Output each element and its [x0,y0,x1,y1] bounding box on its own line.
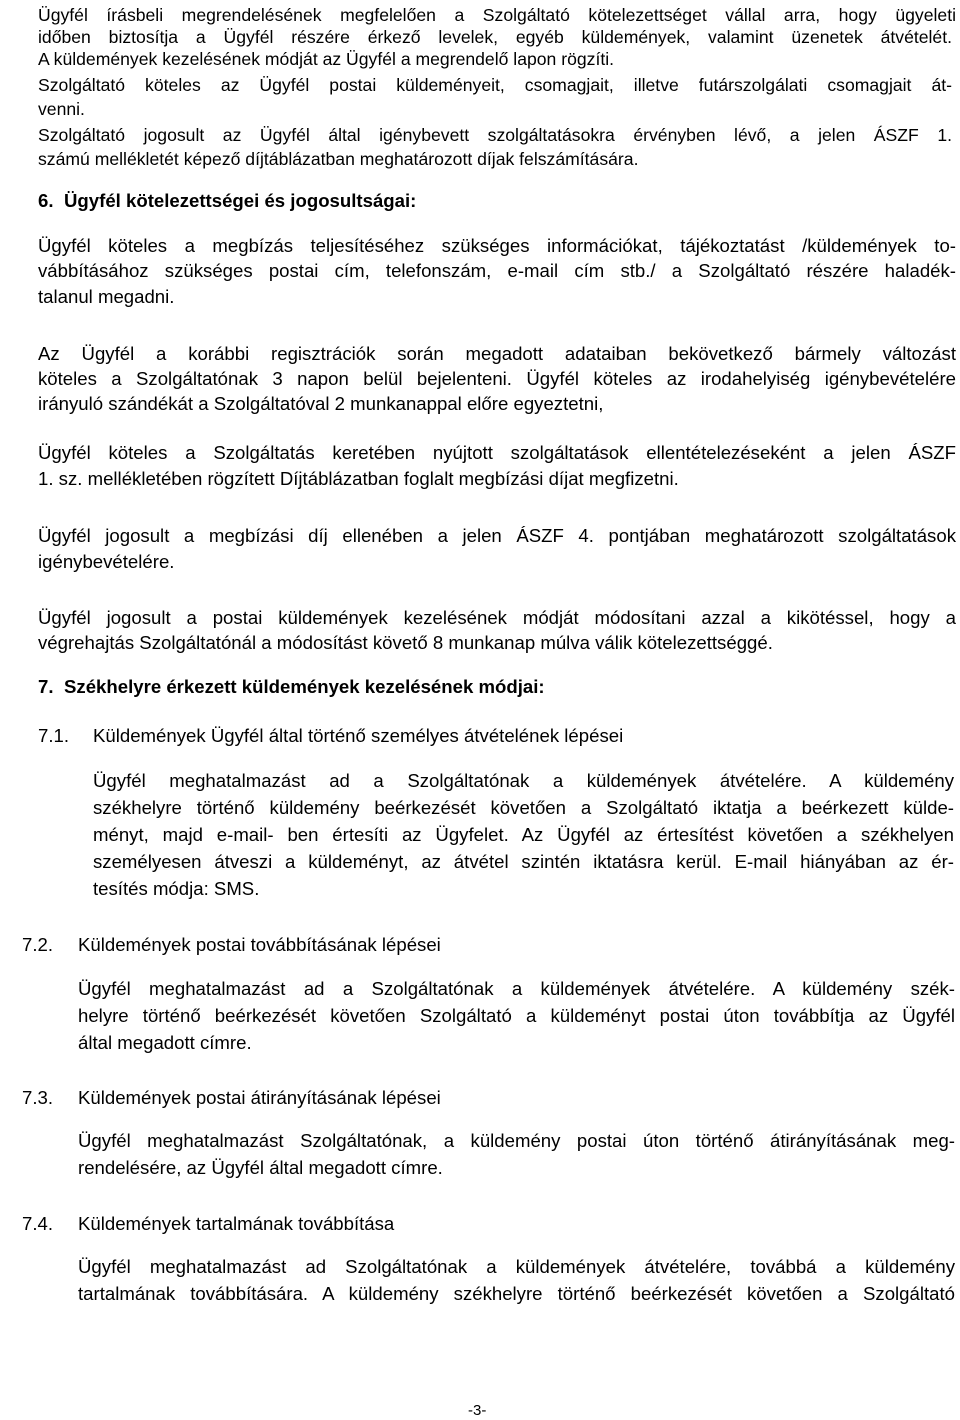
section-6-paragraph-line: köteles a Szolgáltatónak 3 napon belül bejelenteni. Ügyfél köteles az irodahelyiség igénybevételére [38,368,956,389]
subsection-title: Küldemények tartalmának továbbítása [78,1213,395,1234]
section-6-paragraph-line: 1. sz. mellékletében rögzített Díjtáblázatban foglalt megbízási díjat megfizetni. [38,468,679,489]
subsection-line: tartalmának továbbítására. A küldemény székhelyre történő beérkezését követően a Szolgáltató [78,1283,955,1304]
intro-line: venni. [38,99,85,119]
subsection-line: Ügyfél meghatalmazást ad a Szolgáltatónak a küldemények átvételére. A küldemény szék- [78,978,955,999]
section-6-paragraph-line: Ügyfél köteles a Szolgáltatás keretében nyújtott szolgáltatások ellentételezéseként a jelen ÁSZF [38,442,956,463]
subsection-line: helyre történő beérkezését követően Szolgáltató a küldeményt postai úton továbbítja az Ügyfél [78,1005,955,1026]
section-6-paragraph-line: vábbításához szükséges postai cím, telefonszám, e-mail cím stb./ a Szolgáltató részére haladék- [38,260,956,281]
subsection-line: rendelésére, az Ügyfél által megadott címre. [78,1157,443,1178]
subsection-line: személyesen átveszi a küldeményt, az átvétel szintén iktatásra kerül. E-mail hiányában az ér- [93,851,954,872]
section-6-paragraph-line: Az Ügyfél a korábbi regisztrációk során megadott adataiban bekövetkező bármely változást [38,343,956,364]
section-6-paragraph-line: igénybevételére. [38,551,175,572]
subsection-title: Küldemények postai továbbításának lépései [78,934,441,955]
section-6-paragraph-line: irányuló szándékát a Szolgáltatóval 2 munkanappal előre egyeztetni, [38,393,604,414]
intro-line: időben biztosítja a Ügyfél részére érkező levelek, egyéb küldemények, valamint üzenetek átvételét. [38,27,952,47]
section-7-title: Székhelyre érkezett küldemények kezelésének módjai: [64,676,545,697]
section-6-paragraph-line: végrehajtás Szolgáltatónál a módosítást követő 8 munkanap múlva válik kötelezettséggé. [38,632,773,653]
subsection-line: által megadott címre. [78,1032,252,1053]
subsection-number: 7.4. [22,1213,54,1234]
subsection-number: 7.3. [22,1087,54,1108]
intro-line: Ügyfél írásbeli megrendelésének megfelelően a Szolgáltató kötelezettséget vállal arra, hogy ügyeleti [38,5,956,25]
subsection-title: Küldemények Ügyfél által történő személyes átvételének lépései [93,725,624,746]
intro-line: Szolgáltató jogosult az Ügyfél által igénybevett szolgáltatásokra érvényben lévő, a jelen ÁSZF 1. [38,125,952,145]
subsection-line: ményt, majd e-mail- ben értesíti az Ügyfelet. Az Ügyfél az értesítést követően a székhelyen [93,824,954,845]
intro-line: A küldemények kezelésének módját az Ügyfél a megrendelő lapon rögzíti. [38,49,615,69]
subsection-number: 7.1. [38,725,70,746]
subsection-line: székhelyre történő küldemény beérkezését követően a Szolgáltató iktatja a beérkezett külde- [93,797,954,818]
subsection-line: Ügyfél meghatalmazást ad a Szolgáltatónak a küldemények átvételére. A küldemény [93,770,954,791]
page-number: -3- [468,1402,487,1419]
section-6-paragraph-line: Ügyfél jogosult a postai küldemények kezelésének módját módosítani azzal a kikötéssel, hogy a [38,607,956,628]
section-6-title: Ügyfél kötelezettségei és jogosultságai: [64,190,417,211]
intro-line: Szolgáltató köteles az Ügyfél postai küldeményeit, csomagjait, illetve futárszolgálati csomagjait át- [38,75,952,95]
subsection-line: Ügyfél meghatalmazást ad Szolgáltatónak a küldemények átvételére, továbbá a küldemény [78,1256,955,1277]
subsection-line: Ügyfél meghatalmazást Szolgáltatónak, a küldemény postai úton történő átirányításának meg- [78,1130,955,1151]
subsection-title: Küldemények postai átirányításának lépései [78,1087,441,1108]
section-7-number: 7. [38,676,54,697]
section-6-number: 6. [38,190,54,211]
subsection-number: 7.2. [22,934,54,955]
section-6-paragraph-line: talanul megadni. [38,286,175,307]
subsection-line: tesítés módja: SMS. [93,878,260,899]
intro-line: számú mellékletét képező díjtáblázatban meghatározott díjak felszámítására. [38,149,639,169]
section-6-paragraph-line: Ügyfél jogosult a megbízási díj ellenében a jelen ÁSZF 4. pontjában meghatározott szolgáltatások [38,525,956,546]
section-6-paragraph-line: Ügyfél köteles a megbízás teljesítéséhez szükséges információkat, tájékoztatást /küldemények to- [38,235,956,256]
